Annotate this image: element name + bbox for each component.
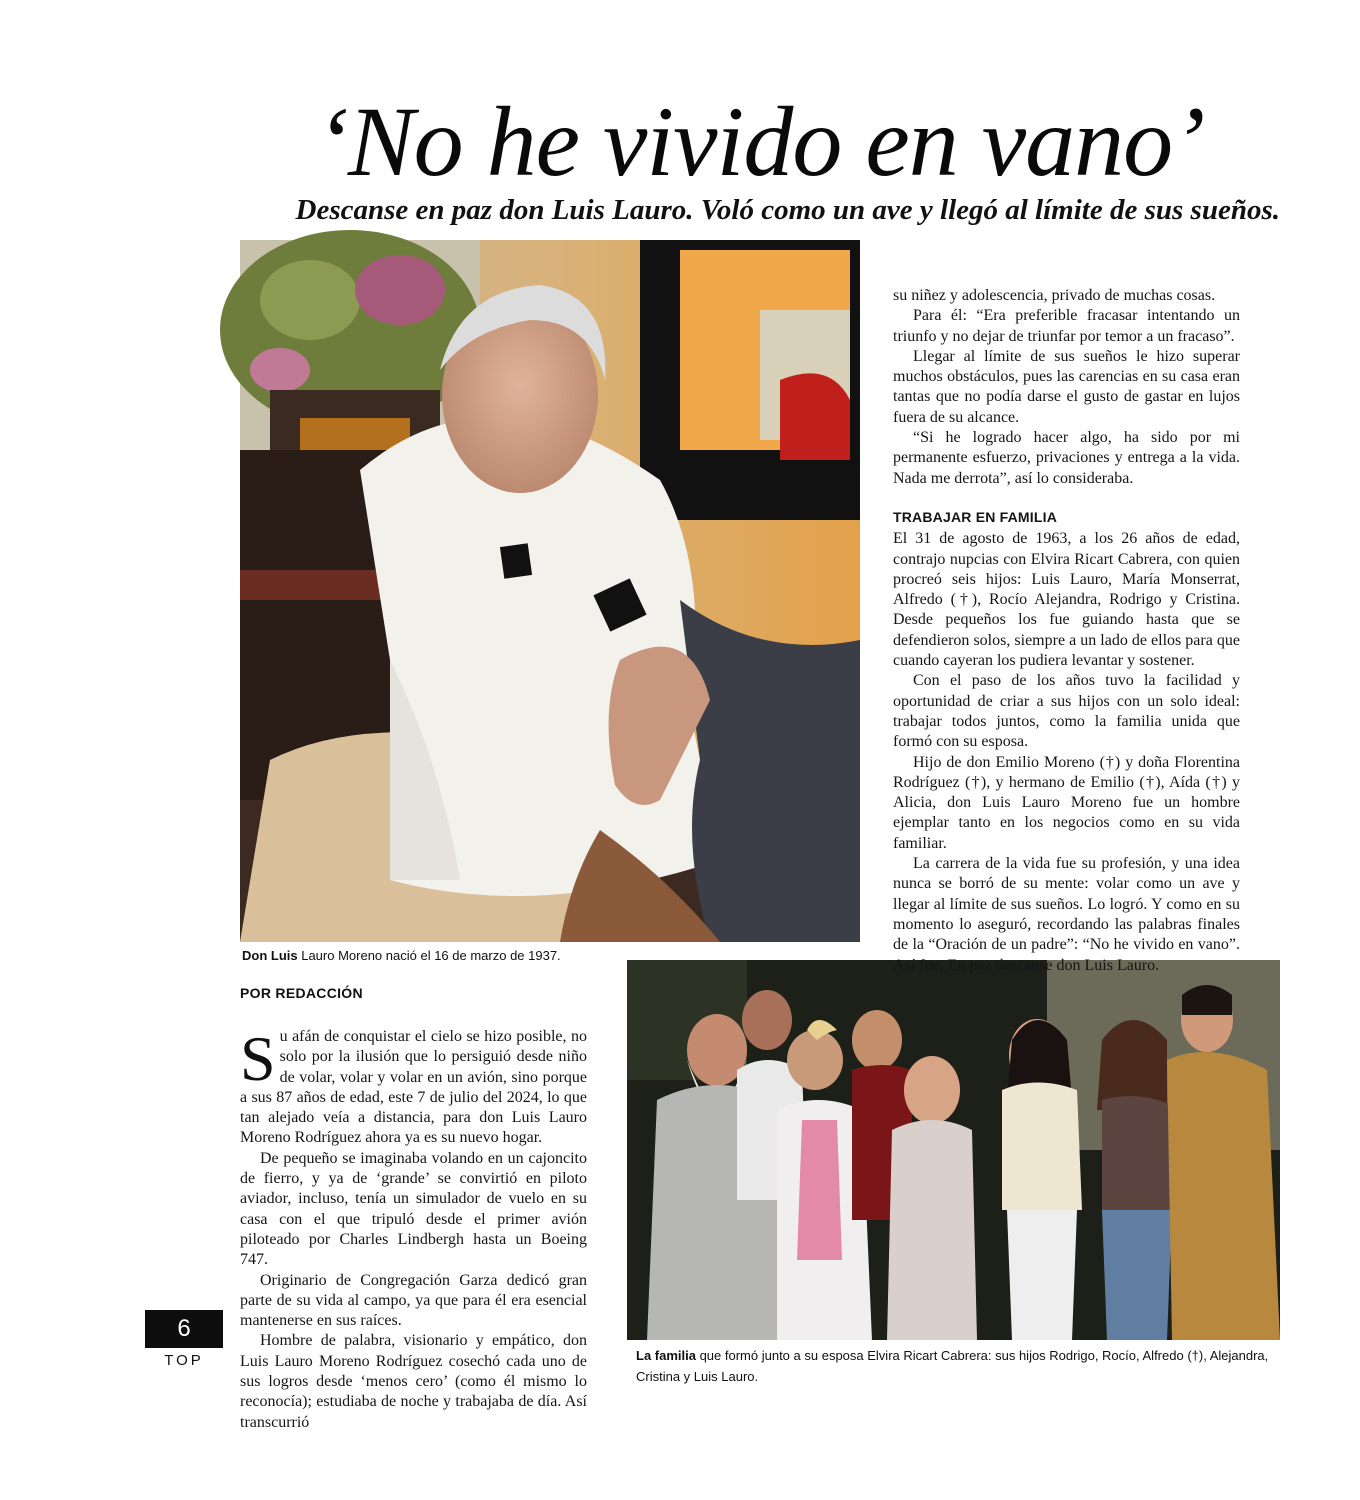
paragraph: su niñez y adolescencia, privado de muchas cosas.	[893, 287, 1216, 304]
paragraph: “Si he logrado hacer algo, ha sido por mi permanente esfuerzo, privaciones y entrega a la vida. Nada me derrota”, así lo consideraba.	[893, 429, 1240, 487]
caption-text: Lauro Moreno nació el 16 de marzo de 1937.	[297, 948, 561, 963]
drop-cap: S	[240, 1023, 276, 1094]
page-number: 6	[145, 1310, 223, 1348]
headline: ‘No he vivido en vano’	[315, 86, 1205, 197]
byline: POR REDACCIÓN	[240, 985, 363, 1001]
paragraph: Llegar al límite de sus sueños le hizo superar muchos obstáculos, pues las carencias en su casa eran tantas que no podía darse el gusto de gastar en lujos fuera de su alcance.	[893, 347, 1240, 426]
portrait-photo	[240, 240, 860, 942]
paragraph-text: u afán de conquistar el cielo se hizo posible, no solo por la ilusión que lo persiguió desde niño de volar, volar y volar en un avión, sino porque a sus 87 años de edad, este 7 de julio del 2024, lo que tan alejado veía a distancia, para don Luis Lauro Moreno Rodríguez ahora ya es su nuevo hogar.	[240, 1028, 587, 1147]
article-column-left	[240, 1023, 587, 1431]
caption-text: que formó junto a su esposa Elvira Ricart Cabrera: sus hijos Rodrigo, Rocío, Alfredo (†), Alejandra, Cristina y Luis Lauro.	[636, 1348, 1269, 1384]
article-column-right	[893, 286, 1240, 974]
paragraph: Hijo de don Emilio Moreno (†) y doña Florentina Rodríguez (†), y hermano de Emilio (†), Aída (†) y Alicia, don Luis Lauro Moreno fue un hombre ejemplar tanto en los negocios como en su vida familiar.	[893, 753, 1240, 852]
family-caption	[636, 1345, 1286, 1387]
paragraph: Para él: “Era preferible fracasar intentando un triunfo y no dejar de triunfar por temor a un fracaso”.	[893, 307, 1240, 345]
paragraph: Hombre de palabra, visionario y empático, don Luis Lauro Moreno Rodríguez cosechó cada uno de sus logros desde ‘menos cero’ (como él mismo lo reconocía); estudiaba de noche y trabajaba de día. Así transcurrió	[240, 1332, 587, 1431]
caption-lead: Don Luis	[242, 948, 298, 963]
section-subhead: TRABAJAR EN FAMILIA	[893, 508, 1058, 525]
family-photo	[627, 960, 1280, 1340]
paragraph: La carrera de la vida fue su profesión, y una idea nunca se borró de su mente: volar como un ave y llegar al límite de sus sueños. Lo logró. Y como en su momento lo aseguró, recordando las palabras finales de la “Oración de un padre”: “No he vivido en vano”. Así fue. En paz descanse don Luis Lauro.	[893, 855, 1240, 974]
section-label: TOP	[164, 1352, 204, 1369]
paragraph	[240, 1023, 587, 1149]
paragraph: De pequeño se imaginaba volando en un cajoncito de fierro, y ya de ‘grande’ se convirtió en piloto aviador, incluso, tenía un simulador de vuelo en su casa con el que tripuló desde el primer avión piloteado por Charles Lindbergh hasta un Boeing 747.	[240, 1149, 587, 1269]
paragraph: El 31 de agosto de 1963, a los 26 años de edad, contrajo nupcias con Elvira Ricart Cabrera, con quien procreó seis hijos: Luis Lauro, María Monserrat, Alfredo (†), Rocío Alejandra, Rodrigo y Cristina. Desde pequeños los fue guiando hasta que se defendieron solos, siempre a un lado de ellos para que cuando cayeran los pudiera levantar y sostener.	[893, 530, 1240, 670]
subheadline: Descanse en paz don Luis Lauro. Voló como un ave y llegó al límite de sus sueños.	[295, 194, 1280, 226]
paragraph: Originario de Congregación Garza dedicó gran parte de su vida al campo, ya que para él era esencial mantenerse en sus raíces.	[240, 1271, 587, 1330]
caption-lead: La familia	[636, 1348, 696, 1363]
paragraph: Con el paso de los años tuvo la facilidad y oportunidad de criar a sus hijos con un solo ideal: trabajar todos juntos, como la familia unida que formó con su esposa.	[893, 672, 1240, 751]
